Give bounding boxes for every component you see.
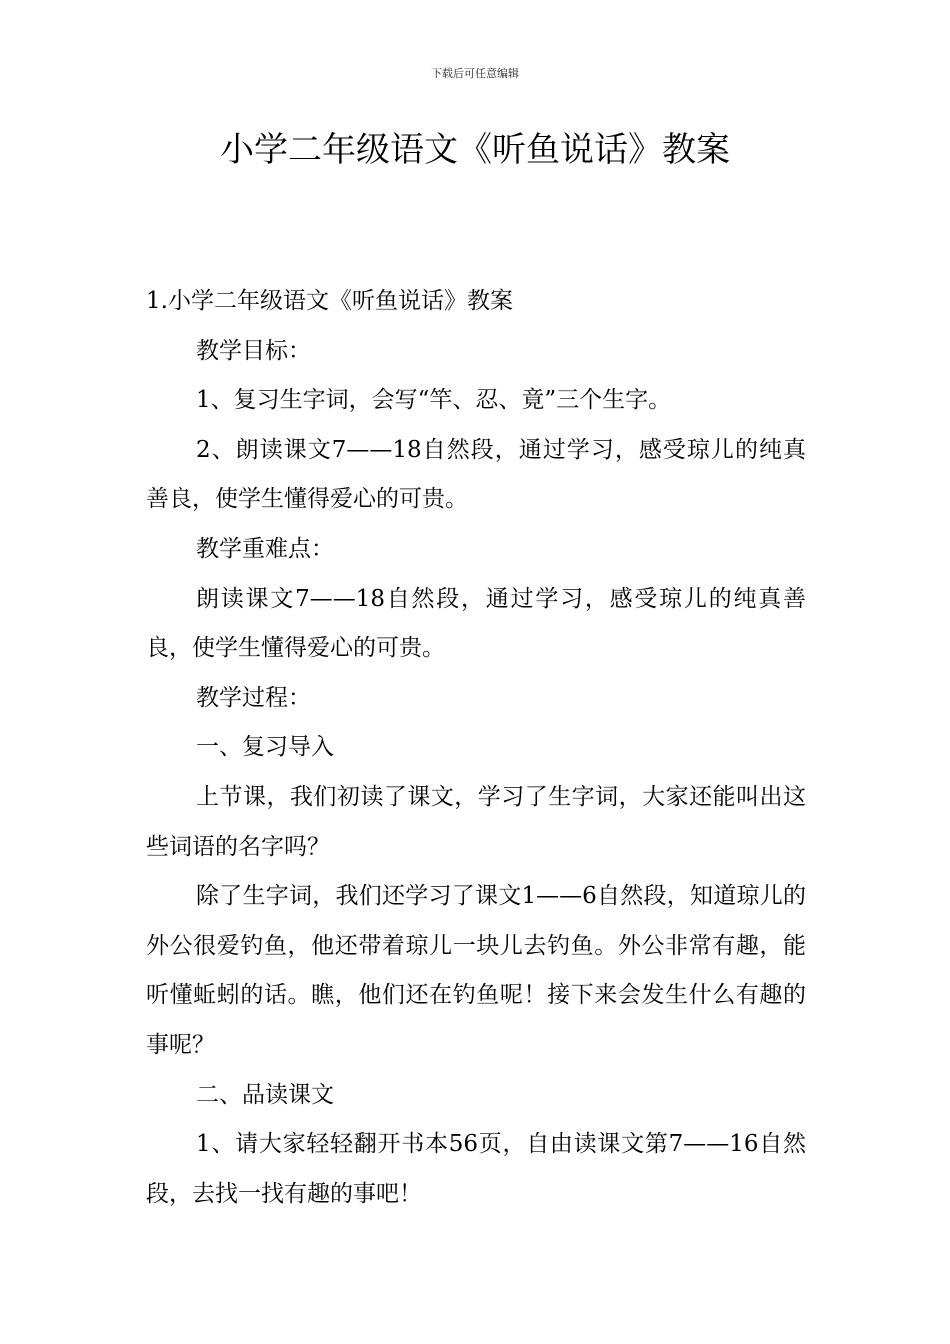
document-body	[146, 277, 806, 1219]
paragraph-key-points: 朗读课文7——18自然段，通过学习，感受琼儿的纯真善良，使学生懂得爱心的可贵。	[146, 585, 806, 662]
paragraph-review-story: 除了生字词，我们还学习了课文1——6自然段，知道琼儿的外公很爱钓鱼，他还带着琼儿一块儿去钓鱼。外公非常有趣，能听懂蚯蚓的话。瞧，他们还在钓鱼呢！接下来会发生什么有趣的事呢？	[146, 883, 806, 1058]
paragraph-teaching-goals-heading: 教学目标：	[196, 337, 311, 364]
document-title: 小学二年级语文《听鱼说话》教案	[220, 130, 730, 170]
paragraph-key-points-heading: 教学重难点：	[196, 535, 334, 562]
paragraph-part-1-heading: 一、复习导入	[196, 734, 334, 761]
paragraph-process-heading: 教学过程：	[196, 684, 311, 711]
paragraph-part-2-heading: 二、品读课文	[196, 1081, 334, 1108]
header-note: 下载后可任意编辑	[431, 67, 519, 80]
paragraph-goal-2: 2、朗读课文7——18自然段，通过学习，感受琼儿的纯真善良，使学生懂得爱心的可贵。	[146, 436, 806, 513]
paragraph-reading-task: 1、请大家轻轻翻开书本56页，自由读课文第7——16自然段，去找一找有趣的事吧！	[146, 1131, 806, 1207]
paragraph-review-intro: 上节课，我们初读了课文，学习了生字词，大家还能叫出这些词语的名字吗？	[146, 783, 806, 860]
section-heading: 1.小学二年级语文《听鱼说话》教案	[146, 288, 513, 314]
paragraph-goal-1: 1、复习生字词，会写“竿、忍、竟”三个生字。	[196, 387, 672, 414]
